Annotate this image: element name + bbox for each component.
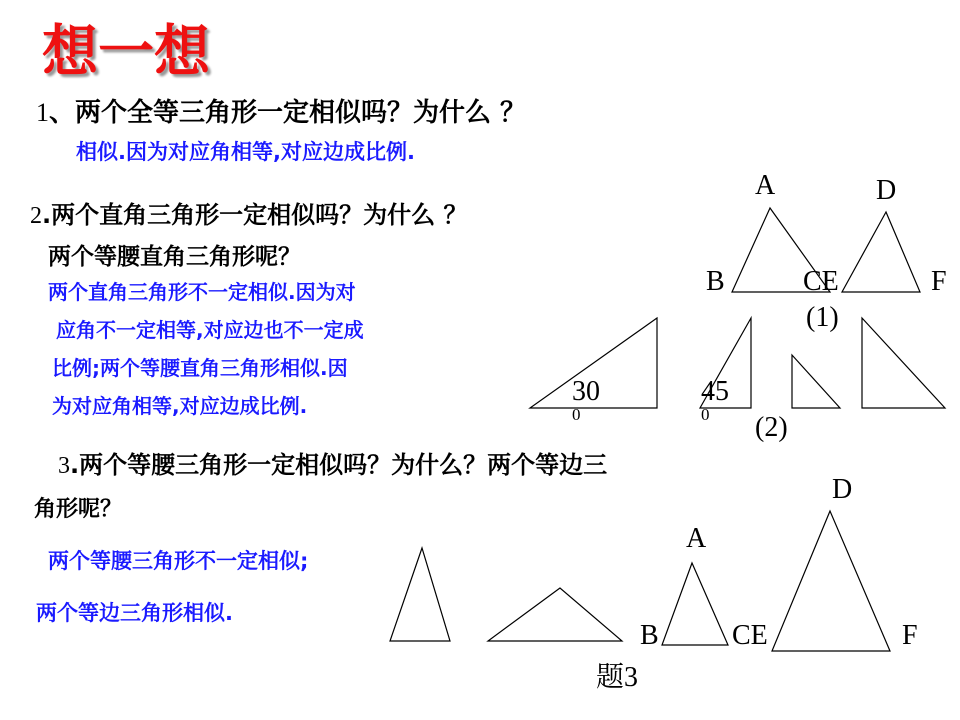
figure-2-angle-45-degree: 0 xyxy=(701,405,710,424)
figure-3-label-b: B xyxy=(640,620,659,651)
figure-1-caption: (1) xyxy=(806,302,839,333)
figure-1-label-f: F xyxy=(931,266,947,297)
figure-3-label-a: A xyxy=(686,523,707,554)
small-triangle xyxy=(792,355,840,408)
figure-1-label-a: A xyxy=(755,170,776,201)
question-1-text: 、两个全等三角形一定相似吗？为什么 ？ xyxy=(49,98,527,128)
isosceles-triangle-wide xyxy=(488,588,622,641)
answer-2-line-2: 应角不一定相等,对应边也不一定成 xyxy=(56,318,364,342)
right-triangle-large xyxy=(862,318,945,408)
figure-2-caption: (2) xyxy=(755,412,788,443)
question-1-number: 1 xyxy=(36,98,49,127)
figure-2-angle-45: 45 xyxy=(701,376,729,407)
question-3-text: .两个等腰三角形一定相似吗？为什么？两个等边三 xyxy=(70,451,608,479)
answer-3-line-2: 两个等边三角形相似. xyxy=(36,601,233,625)
figure-3-caption: 题3 xyxy=(596,662,639,693)
figure-2-angle-30: 30 xyxy=(572,376,600,407)
question-2-number: 2 xyxy=(30,203,42,229)
answer-1: 相似.因为对应角相等,对应边成比例. xyxy=(76,140,415,164)
question-2-sub: 两个等腰直角三角形呢？ xyxy=(48,244,301,270)
answer-2-line-4: 为对应角相等,对应边成比例. xyxy=(52,394,308,418)
figure-3-label-f: F xyxy=(902,620,918,651)
slide-title: 想一想 xyxy=(42,20,210,85)
figure-2-angle-30-degree: 0 xyxy=(572,405,581,424)
answer-3-line-1: 两个等腰三角形不一定相似; xyxy=(48,549,309,573)
equilateral-triangle-def xyxy=(772,511,890,651)
answer-2-line-3: 比例;两个等腰直角三角形相似.因 xyxy=(52,356,348,380)
figure-1-label-b: B xyxy=(706,266,725,297)
triangle-def xyxy=(842,212,920,292)
question-2-text: .两个直角三角形一定相似吗？为什么 ？ xyxy=(42,201,468,229)
question-3-number: 3 xyxy=(58,453,70,479)
figure-3-label-ce: CE xyxy=(732,620,768,651)
question-3-line-2: 角形呢？ xyxy=(34,497,123,522)
figure-1-label-d: D xyxy=(876,175,897,206)
figure-3-label-d: D xyxy=(832,474,853,505)
equilateral-triangle-abc xyxy=(662,563,728,645)
answer-2-line-1: 两个直角三角形不一定相似.因为对 xyxy=(48,280,356,304)
figure-1-label-ce: CE xyxy=(803,266,839,297)
isosceles-triangle-tall xyxy=(390,548,450,641)
